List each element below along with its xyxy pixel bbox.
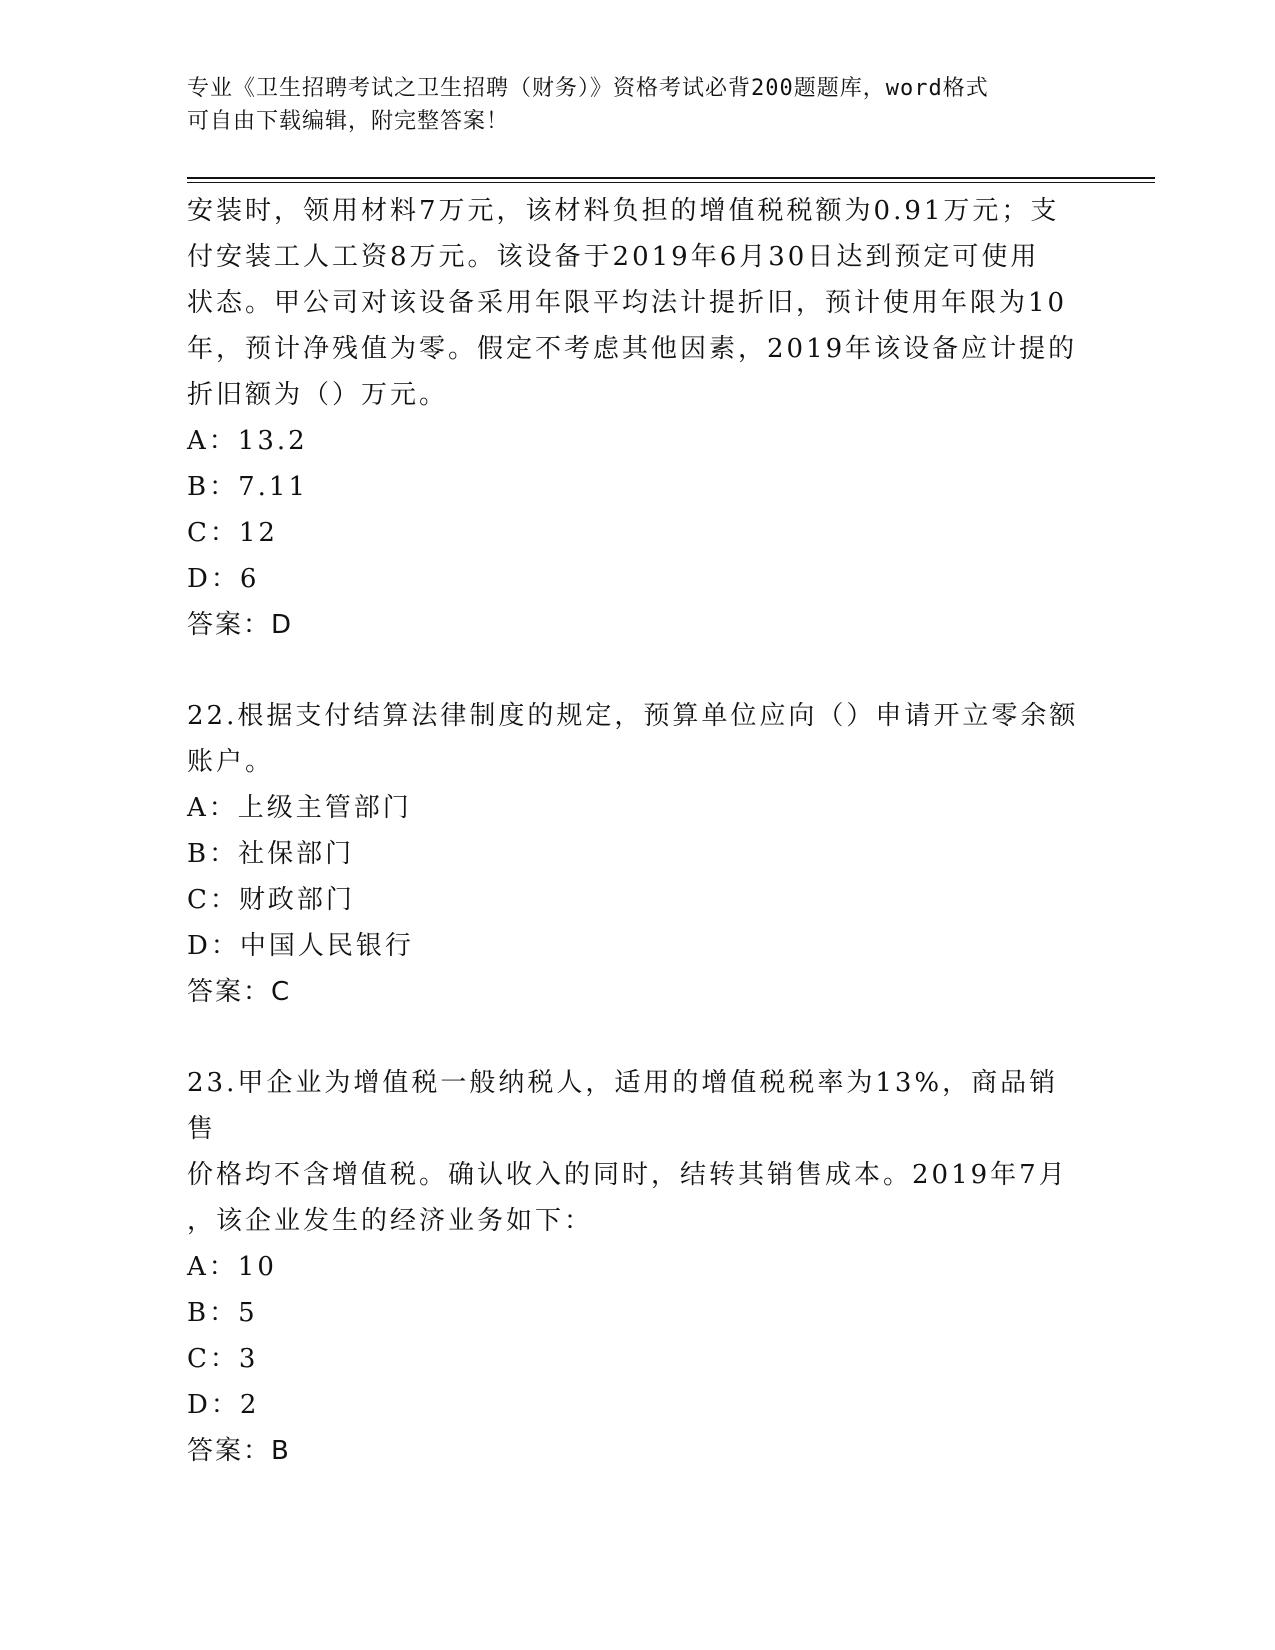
option-a: A：10 [187, 1252, 277, 1282]
option-a: A：13.2 [187, 426, 308, 456]
question-text-line: ，该企业发生的经济业务如下： [187, 1206, 594, 1236]
option-c: C：3 [187, 1344, 259, 1374]
question-21 [187, 188, 1087, 648]
option-b: B：社保部门 [187, 839, 355, 869]
question-text-line: 22.根据支付结算法律制度的规定，预算单位应向（）申请开立零余额 [187, 701, 1079, 731]
option-d: D：2 [187, 1390, 260, 1420]
option-a: A：上级主管部门 [187, 793, 412, 823]
answer-line: 答案：D [187, 610, 294, 640]
question-text-line: 账户。 [187, 747, 275, 777]
question-22 [187, 693, 1087, 1015]
question-text-line: 价格均不含增值税。确认收入的同时，结转其销售成本。2019年7月 [187, 1160, 1068, 1190]
question-text-line: 折旧额为（）万元。 [187, 380, 449, 410]
option-d: D：6 [187, 564, 260, 594]
option-b: B：5 [187, 1298, 258, 1328]
question-text-line: 付安装工人工资8万元。该设备于2019年6月30日达到预定可使用 [187, 242, 1040, 272]
question-text-line: 状态。甲公司对该设备采用年限平均法计提折旧，预计使用年限为10 [187, 288, 1068, 318]
answer-line: 答案：B [187, 1436, 291, 1466]
answer-line: 答案：C [187, 977, 292, 1007]
question-text-line: 年，预计净残值为零。假定不考虑其他因素，2019年该设备应计提的 [187, 334, 1078, 364]
header-divider-thin [187, 182, 1155, 183]
document-body [187, 188, 1087, 1474]
question-text-line: 安装时，领用材料7万元，该材料负担的增值税税额为0.91万元；支 [187, 196, 1060, 226]
option-b: B：7.11 [187, 472, 308, 502]
question-text-line: 23.甲企业为增值税一般纳税人，适用的增值税税率为13%，商品销售 [187, 1068, 1059, 1144]
option-c: C：12 [187, 518, 278, 548]
spacer [187, 1015, 1087, 1060]
document-header [187, 72, 1067, 138]
option-c: C：财政部门 [187, 885, 355, 915]
header-line-2: 可自由下载编辑，附完整答案！ [187, 109, 510, 134]
header-line-1: 专业《卫生招聘考试之卫生招聘（财务）》资格考试必背200题题库，word格式 [187, 76, 989, 101]
question-23 [187, 1060, 1087, 1474]
spacer [187, 648, 1087, 693]
header-divider-thick [187, 177, 1155, 179]
option-d: D：中国人民银行 [187, 931, 414, 961]
